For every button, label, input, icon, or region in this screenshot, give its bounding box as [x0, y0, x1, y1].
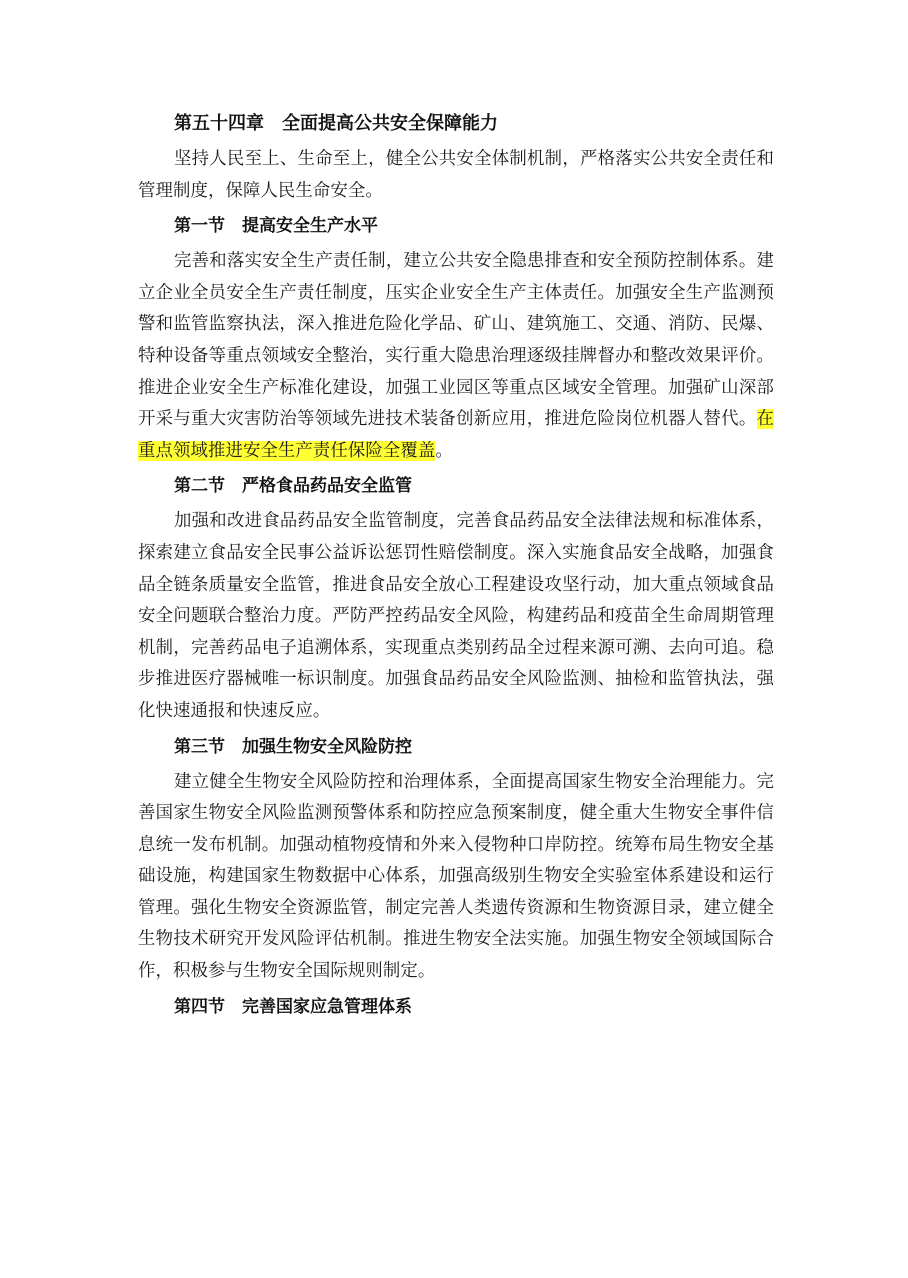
section-1-title: 第一节 提高安全生产水平 [174, 216, 378, 237]
section-2-paragraph: 加强和改进食品药品安全监管制度，完善食品药品安全法律法规和标准体系，探索建立食品安全民事公益诉讼惩罚性赔偿制度。深入实施食品安全战略，加强食品全链条质量安全监管，推进食品安全放心工程建设攻坚行动，加大重点领域食品安全问题联合整治力度。严防严控药品安全风险，构建药品和疫苗全生命周期管理机制，完善药品电子追溯体系，实现重点类别药品全过程来源可溯、去向可追。稳步推进医疗器械唯一标识制度。加强食品药品安全风险监测、抽检和监管执法，强化快速通报和快速反应。 [138, 511, 774, 721]
section-3-paragraph: 建立健全生物安全风险防控和治理体系，全面提高国家生物安全治理能力。完善国家生物安全风险监测预警体系和防控应急预案制度，健全重大生物安全事件信息统一发布机制。加强动植物疫情和外来入侵物种口岸防控。统筹布局生物安全基础设施，构建国家生物数据中心体系，加强高级别生物安全实验室体系建设和运行管理。强化生物安全资源监管，制定完善人类遗传资源和生物资源目录，建立健全生物技术研究开发风险评估机制。推进生物安全法实施。加强生物安全领域国际合作，积极参与生物安全国际规则制定。 [138, 771, 774, 982]
section-4-title: 第四节 完善国家应急管理体系 [174, 996, 412, 1017]
document-content [138, 108, 774, 1023]
chapter-intro-paragraph: 坚持人民至上、生命至上，健全公共安全体制机制，严格落实公共安全责任和管理制度，保障人民生命安全。 [138, 149, 774, 201]
chapter-title: 第五十四章 全面提高公共安全保障能力 [174, 113, 498, 134]
section-2-title: 第二节 严格食品药品安全监管 [174, 476, 412, 497]
highlighted-text: 在重点领域推进安全生产责任保险全覆盖 [138, 409, 774, 461]
section-1-body-text: 完善和落实安全生产责任制，建立公共安全隐患排查和安全预防控制体系。建立企业全员安全生产责任制度，压实企业安全生产主体责任。加强安全生产监测预警和监管监察执法，深入推进危险化学品、矿山、建筑施工、交通、消防、民爆、特种设备等重点领域安全整治，实行重大隐患治理逐级挂牌督办和整改效果评价。推进企业安全生产标准化建设，加强工业园区等重点区域安全管理。加强矿山深部开采与重大灾害防治等领域先进技术装备创新应用，推进危险岗位机器人替代。 [138, 251, 774, 430]
section-1-body-end: 。 [435, 440, 453, 461]
section-1-paragraph [138, 246, 774, 467]
section-3-title: 第三节 加强生物安全风险防控 [174, 736, 412, 757]
